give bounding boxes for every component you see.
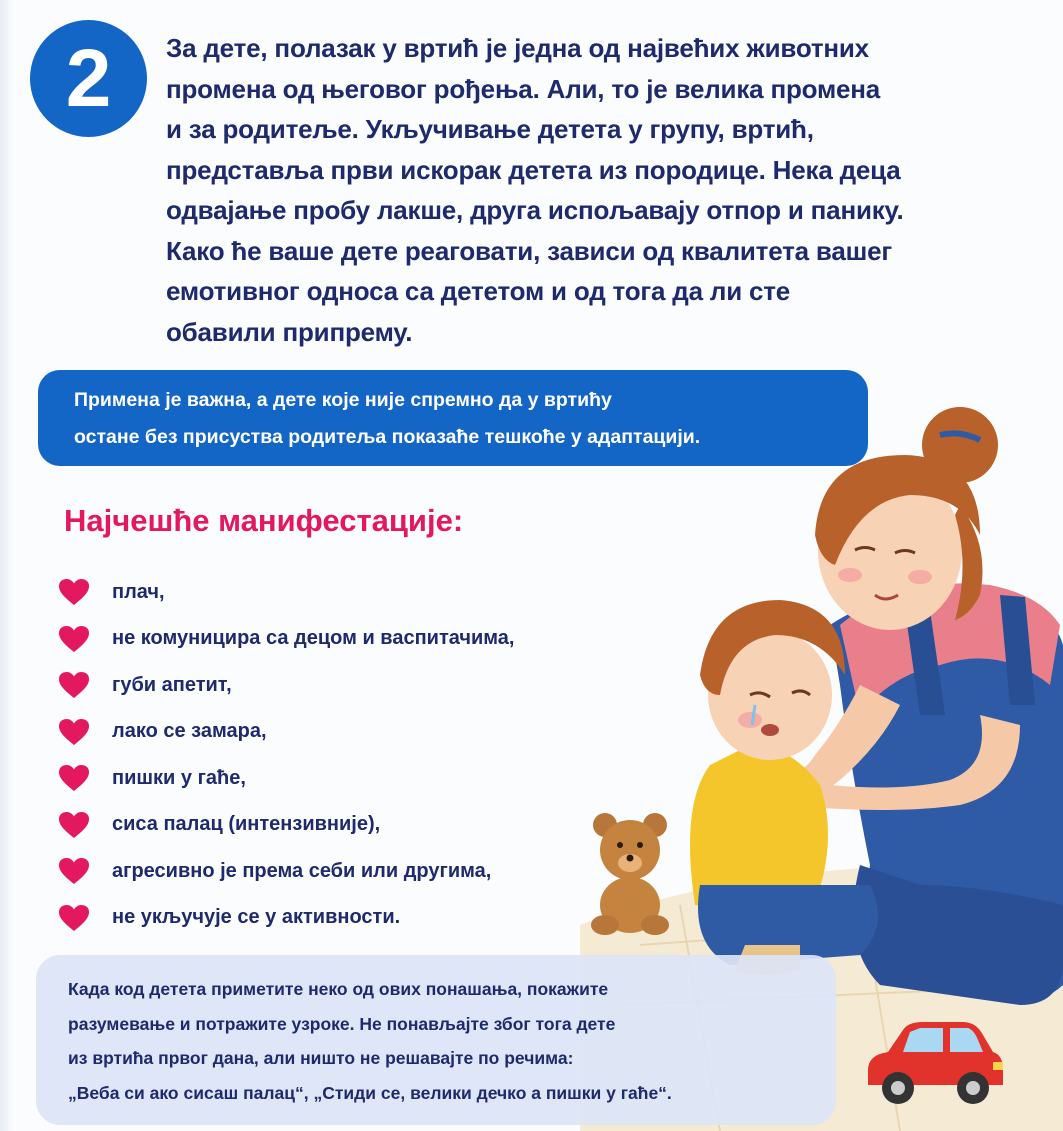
- list-item: [58, 709, 514, 756]
- step-number-badge: 2: [30, 20, 147, 137]
- heart-icon: [58, 578, 90, 606]
- list-item-text: лако се замара,: [112, 720, 267, 743]
- heart-icon: [58, 811, 90, 839]
- list-item: [58, 616, 514, 663]
- list-item-text: агресивно је према себи или другима,: [112, 859, 492, 882]
- list-item-text: сиса палац (интензивније),: [112, 813, 381, 836]
- intro-paragraph: За дете, полазак у вртић је једна од највећих животних промена од његовог рођења. Али, то је велика промена и за родитеље. Укључивање детета у групу, вртић, представља први искорак детета из породице. Нека деца одвајање пробу лакше, друга испољавају отпор и панику. Како ће ваше дете реаговати, зависи од квалитета вашег емотивног односа са дететом и од тога да ли сте обавили припрему.: [166, 33, 904, 347]
- list-item: [58, 662, 514, 709]
- list-item: [58, 569, 514, 616]
- heart-icon: [58, 671, 90, 699]
- page-edge: [0, 0, 14, 1131]
- heart-icon: [58, 764, 90, 792]
- callout-text: Примена је важна, а дете које није спремно да у вртићу остане без присуства родитеља показаће тешкоће у адаптацији.: [74, 389, 701, 448]
- heart-icon: [58, 904, 90, 932]
- list-item: [58, 848, 514, 895]
- list-item-text: губи апетит,: [112, 673, 232, 696]
- list-item: [58, 895, 514, 942]
- list-item-text: плач,: [112, 580, 165, 603]
- list-item-text: не комуницира са децом и васпитачима,: [112, 627, 515, 650]
- advice-text: Када код детета приметите неко од ових понашања, покажите разумевање и потражите узроке. Не понављајте због тога дете из вртића првог дана, али ништо не решавајте по речима: „Веба си ако сисаш палац“, „Стиди се, велики дечко а пишки у гаће“.: [68, 979, 672, 1103]
- list-item: [58, 755, 514, 802]
- heart-icon: [58, 718, 90, 746]
- manifestations-list: [58, 569, 514, 941]
- list-item-text: не укључује се у активности.: [112, 906, 401, 929]
- list-item-text: пишки у гаће,: [112, 766, 246, 789]
- heart-icon: [58, 857, 90, 885]
- heart-icon: [58, 625, 90, 653]
- section-title: Најчешће манифестације:: [64, 503, 464, 538]
- list-item: [58, 802, 514, 849]
- toy-car-illustration: [858, 1010, 1008, 1110]
